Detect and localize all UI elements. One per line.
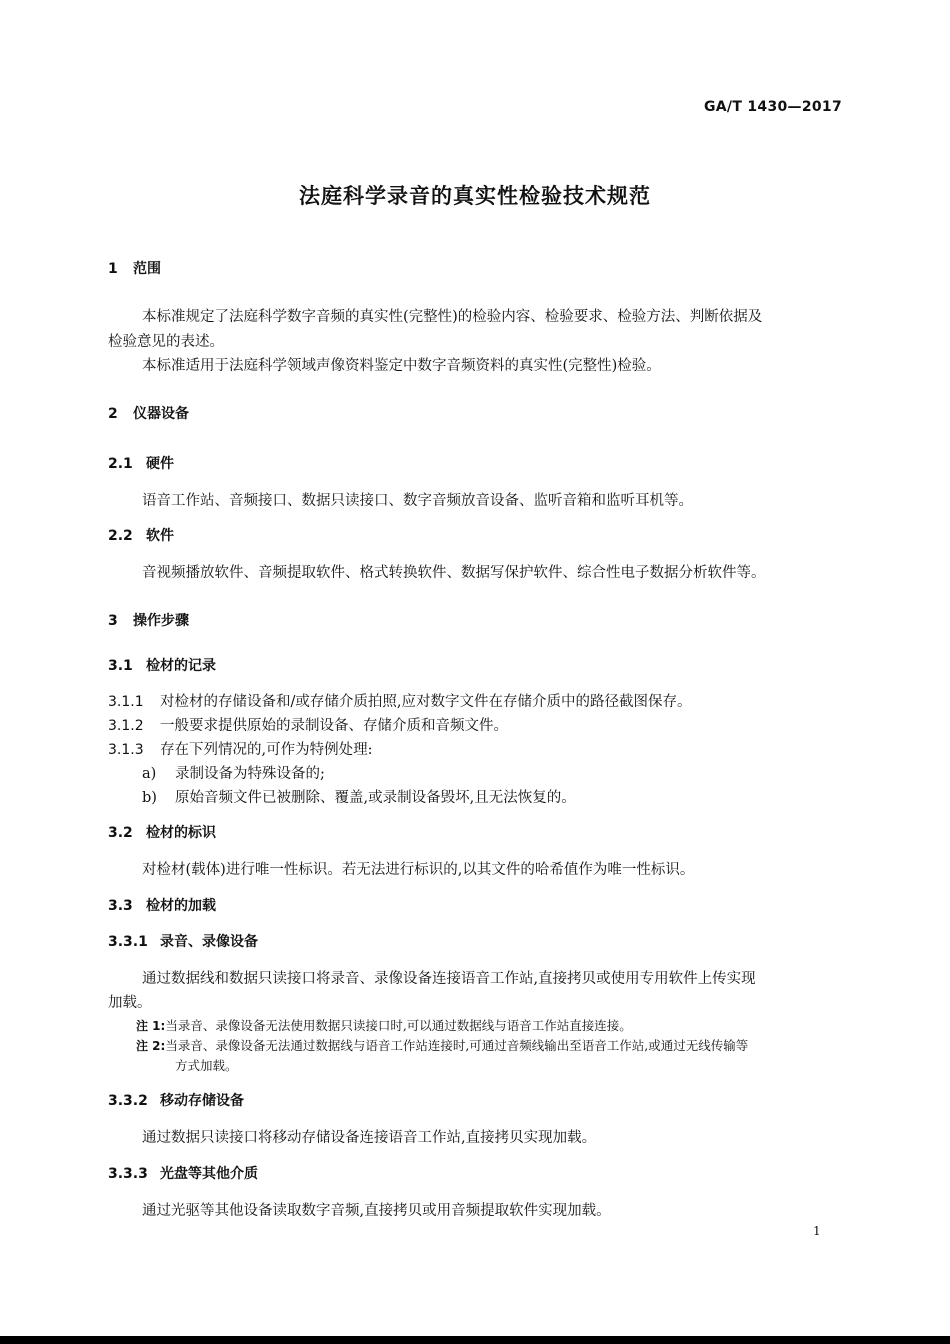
- subsection-number: 3.1: [108, 658, 133, 674]
- list-item-a: [142, 762, 325, 783]
- clause-number: 3.1.3: [108, 742, 144, 758]
- subsection-2-2-heading: [108, 525, 174, 545]
- subsection-title: 检材的记录: [146, 658, 216, 674]
- list-text: 录制设备为特殊设备的;: [175, 766, 325, 782]
- clause-number: 3.1.1: [108, 694, 144, 710]
- paragraph-line: 通过数据只读接口将移动存储设备连接语音工作站,直接拷贝实现加载。: [142, 1130, 597, 1146]
- clause-text: 一般要求提供原始的录制设备、存储介质和音频文件。: [160, 718, 508, 734]
- paragraph-line: 音视频播放软件、音频提取软件、格式转换软件、数据写保护软件、综合性电子数据分析软件等。: [142, 565, 766, 581]
- subsection-title: 录音、录像设备: [160, 934, 258, 950]
- subsection-3-3-3-heading: [108, 1163, 258, 1183]
- note-2-continuation: 方式加载。: [175, 1058, 238, 1073]
- paragraph-line: 本标准规定了法庭科学数字音频的真实性(完整性)的检验内容、检验要求、检验方法、判断依据及: [142, 309, 763, 325]
- paragraph-line: 检验意见的表述。: [108, 334, 224, 350]
- list-label: b): [142, 790, 157, 806]
- section-1-heading: [108, 258, 161, 278]
- section-number: 1: [108, 261, 118, 277]
- note-label: 注 2:: [136, 1039, 166, 1053]
- paragraph-line: 通过数据线和数据只读接口将录音、录像设备连接语音工作站,直接拷贝或使用专用软件上传实现: [142, 971, 756, 987]
- note-label: 注 1:: [136, 1019, 166, 1033]
- section-title: 操作步骤: [133, 613, 189, 629]
- subsection-number: 3.3.3: [108, 1166, 148, 1182]
- subsection-number: 3.3.1: [108, 934, 148, 950]
- subsection-title: 硬件: [146, 456, 174, 472]
- subsection-3-1-heading: [108, 655, 216, 675]
- paragraph-line: 对检材(载体)进行唯一性标识。若无法进行标识的,以其文件的哈希值作为唯一性标识。: [142, 862, 695, 878]
- section-title: 仪器设备: [133, 406, 189, 422]
- subsection-number: 3.3: [108, 898, 133, 914]
- paragraph-line: 本标准适用于法庭科学领域声像资料鉴定中数字音频资料的真实性(完整性)检验。: [142, 358, 661, 374]
- subsection-title: 检材的标识: [146, 825, 216, 841]
- paragraph-line: 语音工作站、音频接口、数据只读接口、数字音频放音设备、监听音箱和监听耳机等。: [142, 493, 693, 509]
- subsection-2-1-heading: [108, 453, 174, 473]
- clause-3-1-3: [108, 738, 373, 759]
- paragraph-line: 加载。: [108, 995, 152, 1011]
- note-2: [136, 1036, 748, 1054]
- subsection-number: 2.2: [108, 528, 133, 544]
- list-item-b: [142, 786, 576, 807]
- list-text: 原始音频文件已被删除、覆盖,或录制设备毁坏,且无法恢复的。: [175, 790, 576, 806]
- section-number: 3: [108, 613, 118, 629]
- section-2-heading: [108, 403, 189, 423]
- page-number: 1: [813, 1224, 821, 1238]
- clause-3-1-1: [108, 690, 692, 711]
- section-title: 范围: [133, 261, 161, 277]
- standard-number: GA/T 1430—2017: [704, 99, 842, 115]
- section-number: 2: [108, 406, 118, 422]
- note-text: 当录音、录像设备无法通过数据线与语音工作站连接时,可通过音频线输出至语音工作站,或通过无线传输等: [165, 1038, 749, 1053]
- subsection-title: 光盘等其他介质: [160, 1166, 258, 1182]
- note-1: [136, 1016, 632, 1034]
- subsection-title: 软件: [146, 528, 174, 544]
- subsection-3-2-heading: [108, 822, 216, 842]
- subsection-3-3-heading: [108, 895, 216, 915]
- section-3-heading: [108, 610, 189, 630]
- clause-text: 存在下列情况的,可作为特例处理:: [160, 742, 373, 758]
- bottom-border: [0, 1336, 950, 1344]
- clause-3-1-2: [108, 714, 508, 735]
- document-title: 法庭科学录音的真实性检验技术规范: [299, 184, 651, 208]
- clause-number: 3.1.2: [108, 718, 144, 734]
- subsection-number: 3.3.2: [108, 1093, 148, 1109]
- note-text: 当录音、录像设备无法使用数据只读接口时,可以通过数据线与语音工作站直接连接。: [165, 1018, 632, 1033]
- list-label: a): [142, 766, 157, 782]
- subsection-title: 检材的加载: [146, 898, 216, 914]
- subsection-number: 3.2: [108, 825, 133, 841]
- subsection-3-3-2-heading: [108, 1090, 244, 1110]
- subsection-number: 2.1: [108, 456, 133, 472]
- paragraph-line: 通过光驱等其他设备读取数字音频,直接拷贝或用音频提取软件实现加载。: [142, 1203, 611, 1219]
- clause-text: 对检材的存储设备和/或存储介质拍照,应对数字文件在存储介质中的路径截图保存。: [160, 694, 692, 710]
- subsection-3-3-1-heading: [108, 931, 258, 951]
- subsection-title: 移动存储设备: [160, 1093, 244, 1109]
